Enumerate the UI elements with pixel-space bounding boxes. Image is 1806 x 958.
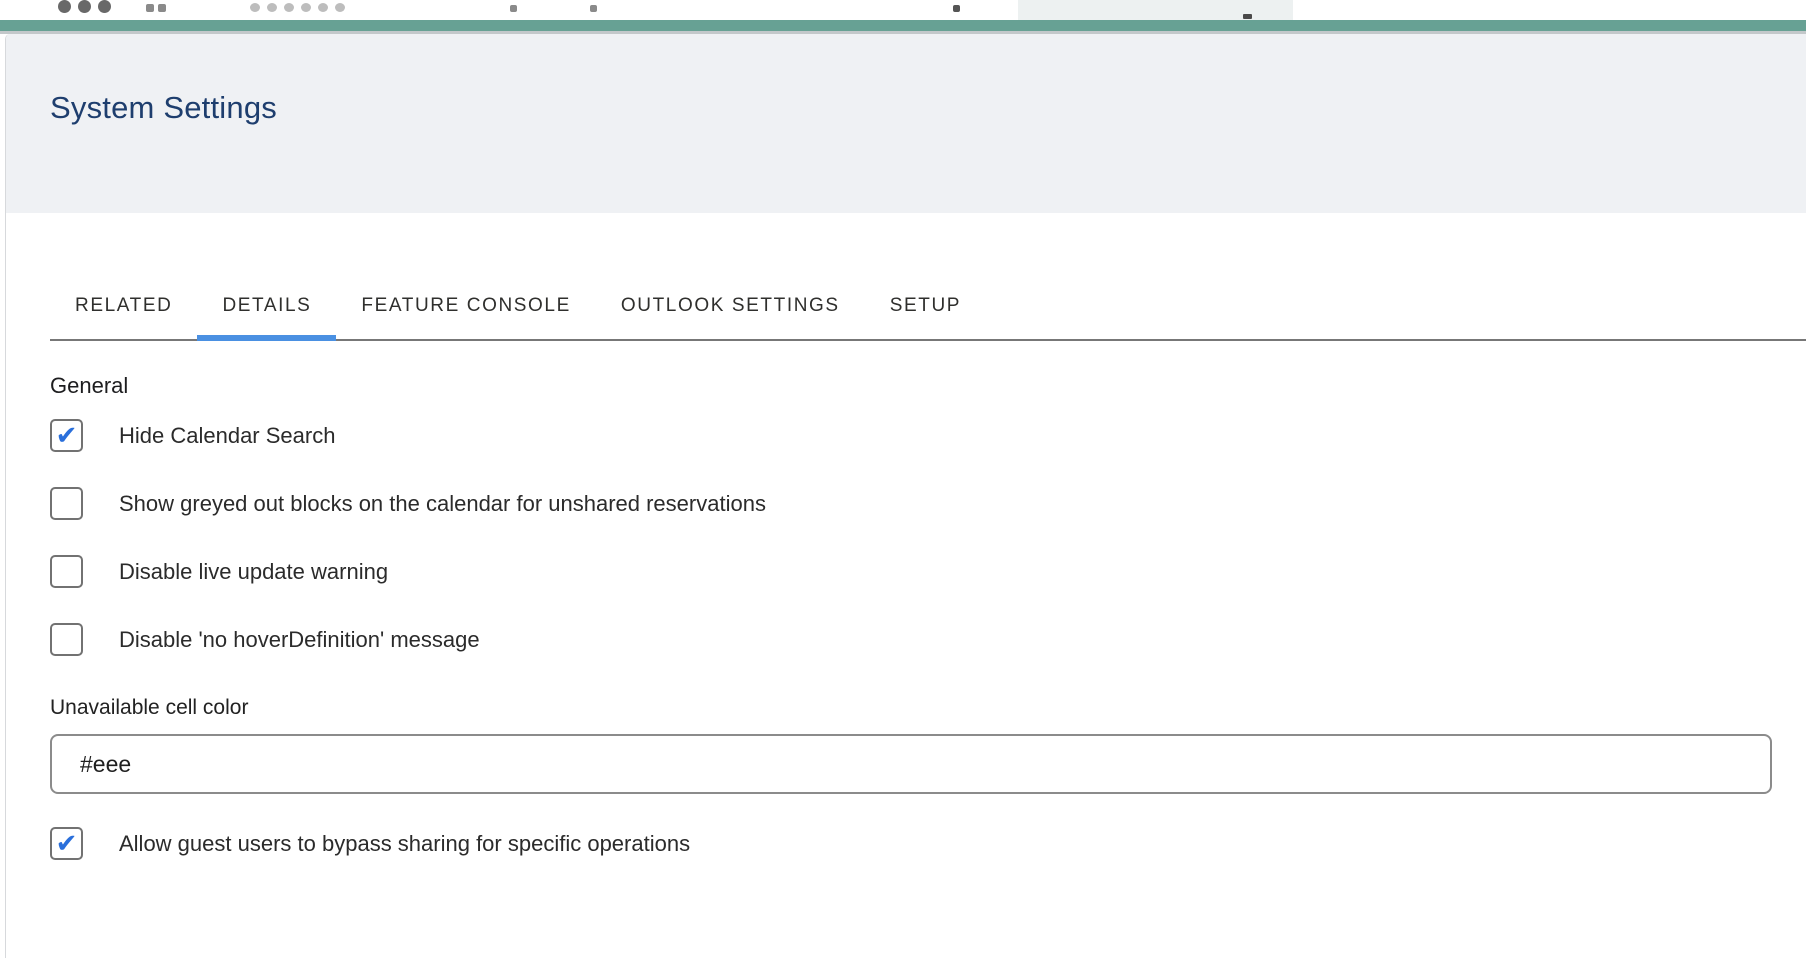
tab-details[interactable]: DETAILS <box>197 273 336 339</box>
nav-text-fragment <box>953 5 960 12</box>
tab-setup[interactable]: SETUP <box>889 295 962 316</box>
checkbox-label: Show greyed out blocks on the calendar for unshared reservations <box>119 490 766 516</box>
active-nav-tab[interactable] <box>1018 0 1293 20</box>
checkbox[interactable] <box>50 487 83 520</box>
section-heading-general: General <box>50 373 129 398</box>
checkbox-row-disable-hoverdefinition[interactable] <box>50 623 1806 656</box>
checkbox-row-greyed-out-blocks[interactable] <box>50 487 1806 520</box>
record-page-card <box>5 34 1806 958</box>
page-title: System Settings <box>50 90 277 125</box>
checkbox-label: Hide Calendar Search <box>119 422 336 448</box>
tab-feature-console[interactable]: FEATURE CONSOLE <box>361 295 571 316</box>
nav-text-fragment <box>510 5 517 12</box>
checkbox-label: Allow guest users to bypass sharing for specific operations <box>119 830 691 856</box>
checkbox[interactable] <box>50 419 83 452</box>
checkbox-row-guest-bypass-sharing[interactable] <box>50 827 1806 860</box>
tab-bar <box>50 273 1806 341</box>
nav-text-fragment <box>158 4 166 12</box>
checkbox-label: Disable live update warning <box>119 558 389 584</box>
app-launcher-waffle-icon[interactable] <box>58 0 111 13</box>
nav-text-fragment <box>590 5 597 12</box>
checkbox-row-disable-live-update[interactable] <box>50 555 1806 588</box>
checkbox[interactable] <box>50 555 83 588</box>
unavailable-cell-color-input[interactable] <box>50 734 1772 794</box>
nav-text-fragment <box>318 3 328 12</box>
checkmark-icon: ✔ <box>55 419 78 450</box>
nav-text-fragment <box>146 4 154 12</box>
nav-text-fragment <box>301 3 311 12</box>
tab-related[interactable]: RELATED <box>75 295 173 316</box>
page-header <box>6 34 1806 213</box>
checkbox[interactable] <box>50 623 83 656</box>
nav-text-fragment <box>267 3 277 12</box>
chevron-down-icon <box>1243 14 1252 19</box>
checkbox-row-hide-calendar-search[interactable] <box>50 419 1806 452</box>
tab-outlook-settings[interactable]: OUTLOOK SETTINGS <box>620 295 840 316</box>
unavailable-cell-color-label: Unavailable cell color <box>50 696 249 719</box>
checkmark-icon: ✔ <box>55 827 78 858</box>
nav-text-fragment <box>250 3 260 12</box>
brand-color-bar <box>0 20 1806 31</box>
nav-text-fragment <box>335 3 345 12</box>
nav-text-fragment <box>284 3 294 12</box>
global-nav-strip <box>0 0 1806 20</box>
checkbox[interactable] <box>50 827 83 860</box>
checkbox-label: Disable 'no hoverDefinition' message <box>119 626 480 652</box>
page-content <box>6 273 1806 860</box>
